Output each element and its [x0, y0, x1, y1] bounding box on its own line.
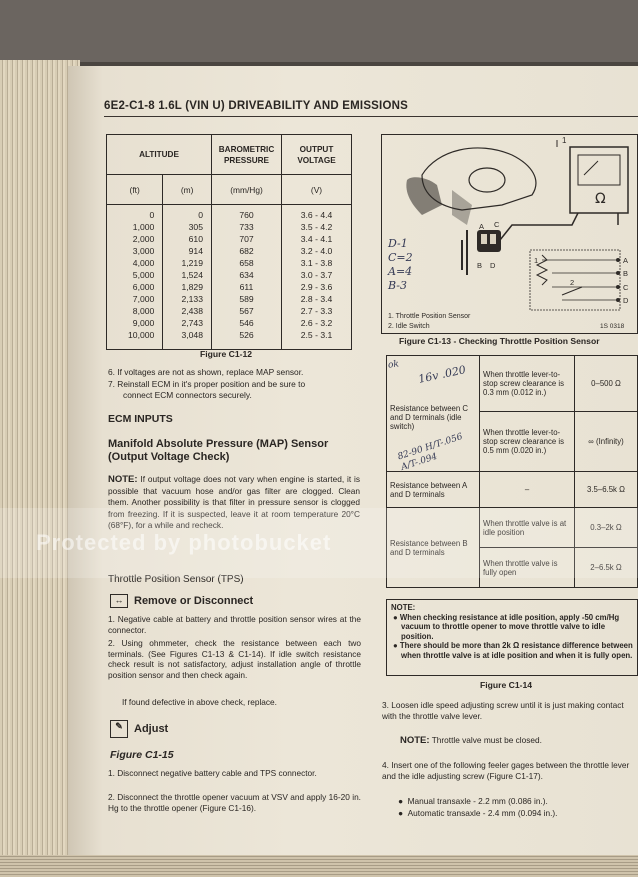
table-cell: 589	[239, 294, 254, 304]
res-note-bullet-1-text: When checking resistance at idle position, apply -50 cm/Hg vacuum to throttle opener to move throttle valve to idle position.	[399, 612, 620, 641]
tps-heading: Throttle Position Sensor (TPS)	[108, 574, 244, 585]
remove-step-2: 2. Using ohmmeter, check the resistance between each two terminals. (See Figures C1-13 & C1-14). If idle switch resistance check result is not satisfactory, adjust installation angle of throttle position sensor and then check again.	[108, 638, 361, 680]
unit-m: (m)	[163, 175, 212, 205]
tps-diagram-drawing	[382, 135, 637, 333]
terminal-c-label: C	[494, 220, 500, 229]
handwritten-pin: B-3	[388, 279, 408, 292]
res-row1a-cond: When throttle lever-to-stop screw clearance is 0.3 mm (0.012 in.)	[480, 356, 575, 412]
table-cell: 6,000	[132, 282, 155, 292]
page-header: 6E2-C1-8 1.6L (VIN U) DRIVEABILITY AND EMISSIONS	[104, 100, 408, 112]
unit-ft: (ft)	[107, 175, 163, 205]
tps-diagram	[381, 134, 638, 334]
right-note-text: Throttle valve must be closed.	[431, 735, 542, 745]
adjust-heading	[110, 720, 168, 738]
table-cell: 610	[188, 234, 203, 244]
right-note-label: NOTE:	[400, 735, 430, 746]
table-cell: 658	[239, 258, 254, 268]
watermark: Protected by photobucket	[36, 530, 332, 555]
res-row1a-val: 0–500 Ω	[575, 356, 638, 412]
schematic-a: A	[623, 256, 629, 265]
right-bullet-1-text: Manual transaxle - 2.2 mm (0.086 in.).	[407, 796, 548, 806]
schematic-b: B	[623, 269, 629, 278]
adjust-heading-text: Adjust	[134, 722, 169, 735]
schematic-c: C	[623, 283, 629, 292]
table-cell: 1,219	[181, 258, 203, 268]
res-row2-cond: –	[480, 472, 575, 508]
adjust-step-1: 1. Disconnect negative battery cable and TPS connector.	[108, 768, 317, 778]
table-cell: 3.4 - 4.1	[300, 234, 333, 244]
table-cell: 682	[239, 246, 254, 256]
callout-2: 2	[570, 278, 575, 287]
table-cell: 2.9 - 3.6	[300, 282, 333, 292]
table-cell: 7,000	[132, 294, 155, 304]
res-note-bullet-2: ● There should be more than 2k Ω resistance difference between when throttle valve is at idle position and when it is fully open.	[393, 641, 633, 660]
remove-disconnect-icon: ↔	[110, 594, 128, 608]
res-note-bullet-1: ● When checking resistance at idle position, apply -50 cm/Hg vacuum to throttle opener to move throttle valve to idle position.	[393, 612, 620, 641]
table-cell: 760	[239, 210, 254, 220]
table-cell: 3.0 - 3.7	[300, 270, 333, 280]
table-cell: 10,000	[128, 330, 155, 340]
table-cell: 2.7 - 3.3	[300, 306, 333, 316]
table-cell: 3.1 - 3.8	[300, 258, 333, 268]
altitude-header: ALTITUDE	[107, 135, 212, 175]
handwritten-ok: ok	[387, 359, 400, 371]
unit-mmhg: (mm/Hg)	[212, 175, 282, 205]
terminal-b-label: B	[477, 261, 483, 270]
remove-step-2b: If found defective in above check, replace.	[122, 697, 277, 707]
right-bullet-1: ● Manual transaxle - 2.2 mm (0.086 in.).	[398, 796, 548, 806]
table-cell: 914	[188, 246, 203, 256]
handwritten-pin: A=4	[388, 265, 413, 278]
res-row3a-cond: When throttle valve is at idle position	[480, 508, 575, 548]
diagram-code: 1S 0318	[600, 323, 625, 330]
figure-caption-c1-12: Figure C1-12	[200, 349, 253, 359]
table-cell: 2.6 - 3.2	[300, 318, 333, 328]
voltage-header: OUTPUT VOLTAGE	[282, 135, 352, 175]
res-note-bullet-2-text: There should be more than 2k Ω resistance difference between when throttle valve is at idle position and when it is fully open.	[399, 641, 633, 660]
table-cell: 2,000	[132, 234, 155, 244]
handwritten-pin-notes	[388, 237, 413, 293]
unit-v: (V)	[282, 175, 352, 205]
table-cell: 3,000	[132, 246, 155, 256]
res-row2-label: Resistance between A and D terminals	[387, 472, 480, 508]
ecm-inputs-heading: ECM INPUTS	[108, 413, 173, 425]
table-cell: 546	[239, 318, 254, 328]
diagram-legend-1: 1. Throttle Position Sensor	[388, 313, 471, 320]
right-step-3: 3. Loosen idle speed adjusting screw until it is just making contact with the throttle valve lever.	[382, 700, 624, 721]
right-bullet-2-text: Automatic transaxle - 2.4 mm (0.094 in.).	[407, 808, 558, 818]
table-cell: 707	[239, 234, 254, 244]
terminal-a-label: A	[479, 222, 485, 231]
column-pressure	[212, 205, 282, 350]
adjust-step-2: 2. Disconnect the throttle opener vacuum at VSV and apply 16-20 in. Hg to the throttle opener (Figure C1-16).	[108, 792, 361, 813]
callout-1: 1	[562, 136, 567, 145]
note-text: If output voltage does not vary when engine is started, it is possible that vacuum hose and/or gas filter are clogged. Clean them. Another possibility is that filter in pressure sensor is clogged from freezing. If it is suspected, leave it at room temperature 20°C (68°F), for a while and recheck.	[108, 474, 360, 531]
item-7: 7. Reinstall ECM in it's proper position and be sure to	[108, 379, 306, 389]
item-6: 6. If voltages are not as shown, replace MAP sensor.	[108, 367, 304, 377]
res-row3b-val: 2–6.5k Ω	[575, 548, 638, 588]
res-row1b-cond: When throttle lever-to-stop screw clearance is 0.5 mm (0.020 in.)	[480, 412, 575, 472]
table-cell: 611	[239, 282, 254, 292]
res-row3b-cond: When throttle valve is fully open	[480, 548, 575, 588]
figure-c1-15-label: Figure C1-15	[110, 749, 174, 761]
handwritten-pin: D-1	[388, 237, 408, 250]
callout-1b: 1	[534, 256, 539, 265]
table-cell: 8,000	[132, 306, 155, 316]
res-row1-label: Resistance between C and D terminals (idle switch)	[387, 356, 480, 472]
right-step-4: 4. Insert one of the following feeler gages between the throttle lever and the idle adjusting screw (Figure C1-17).	[382, 760, 630, 781]
figure-caption-c1-14: Figure C1-14	[480, 680, 533, 690]
diagram-legend-2: 2. Idle Switch	[388, 323, 430, 330]
table-cell: 1,829	[181, 282, 203, 292]
table-cell: 3,048	[181, 330, 203, 340]
table-cell: 567	[239, 306, 254, 316]
res-note-label: NOTE:	[391, 603, 416, 612]
schematic-d: D	[623, 296, 629, 305]
column-m	[163, 205, 212, 350]
remove-heading-text: Remove or Disconnect	[134, 594, 254, 607]
wrench-icon: ✎	[110, 720, 128, 738]
table-cell: 5,000	[132, 270, 155, 280]
right-bullet-2: ● Automatic transaxle - 2.4 mm (0.094 in.).	[398, 808, 558, 818]
altitude-table	[106, 134, 352, 350]
table-cell: 3.6 - 4.4	[300, 210, 333, 220]
res-row2-val: 3.5–6.5k Ω	[575, 472, 638, 508]
resistance-note	[386, 599, 638, 676]
table-cell: 0	[149, 210, 155, 220]
terminal-d-label: D	[490, 261, 496, 270]
res-row1b-val: ∞ (Infinity)	[575, 412, 638, 472]
res-row3-label: Resistance between B and D terminals	[387, 508, 480, 588]
table-cell: 305	[188, 222, 203, 232]
book-bottom-edge	[0, 855, 638, 877]
handwritten-pin: C=2	[388, 251, 413, 264]
table-cell: 2.8 - 3.4	[300, 294, 333, 304]
table-cell: 0	[198, 210, 203, 220]
background-top	[0, 0, 638, 62]
table-cell: 2.5 - 3.1	[300, 330, 333, 340]
map-sensor-heading: Manifold Absolute Pressure (MAP) Sensor (Output Voltage Check)	[108, 438, 329, 463]
table-cell: 1,000	[132, 222, 155, 232]
column-voltage	[282, 205, 352, 350]
table-cell: 2,438	[181, 306, 203, 316]
table-cell: 634	[239, 270, 254, 280]
table-cell: 3.5 - 4.2	[300, 222, 333, 232]
table-cell: 526	[239, 330, 254, 340]
table-cell: 733	[239, 222, 254, 232]
right-note	[400, 735, 638, 747]
header-rule	[104, 116, 638, 117]
table-cell: 4,000	[132, 258, 155, 268]
table-cell: 3.2 - 4.0	[300, 246, 333, 256]
ohm-symbol: Ω	[595, 191, 606, 207]
remove-step-1: 1. Negative cable at battery and throttle position sensor wires at the connector.	[108, 614, 361, 635]
figure-caption-c1-13: Figure C1-13 - Checking Throttle Position Sensor	[399, 336, 600, 346]
table-cell: 9,000	[132, 318, 155, 328]
res-row3a-val: 0.3–2k Ω	[575, 508, 638, 548]
remove-heading	[110, 594, 253, 608]
handwritten-note-2: 82-90 H/T-.056 A/T-.094	[396, 432, 464, 473]
handwritten-note-1: 16v .020	[417, 363, 468, 386]
column-ft	[107, 205, 163, 350]
note-label: NOTE:	[108, 474, 138, 485]
table-cell: 1,524	[181, 270, 203, 280]
table-cell: 2,133	[181, 294, 203, 304]
item-7-cont: connect ECM connectors securely.	[123, 390, 252, 400]
pressure-header: BAROMETRIC PRESSURE	[212, 135, 282, 175]
table-cell: 2,743	[181, 318, 203, 328]
